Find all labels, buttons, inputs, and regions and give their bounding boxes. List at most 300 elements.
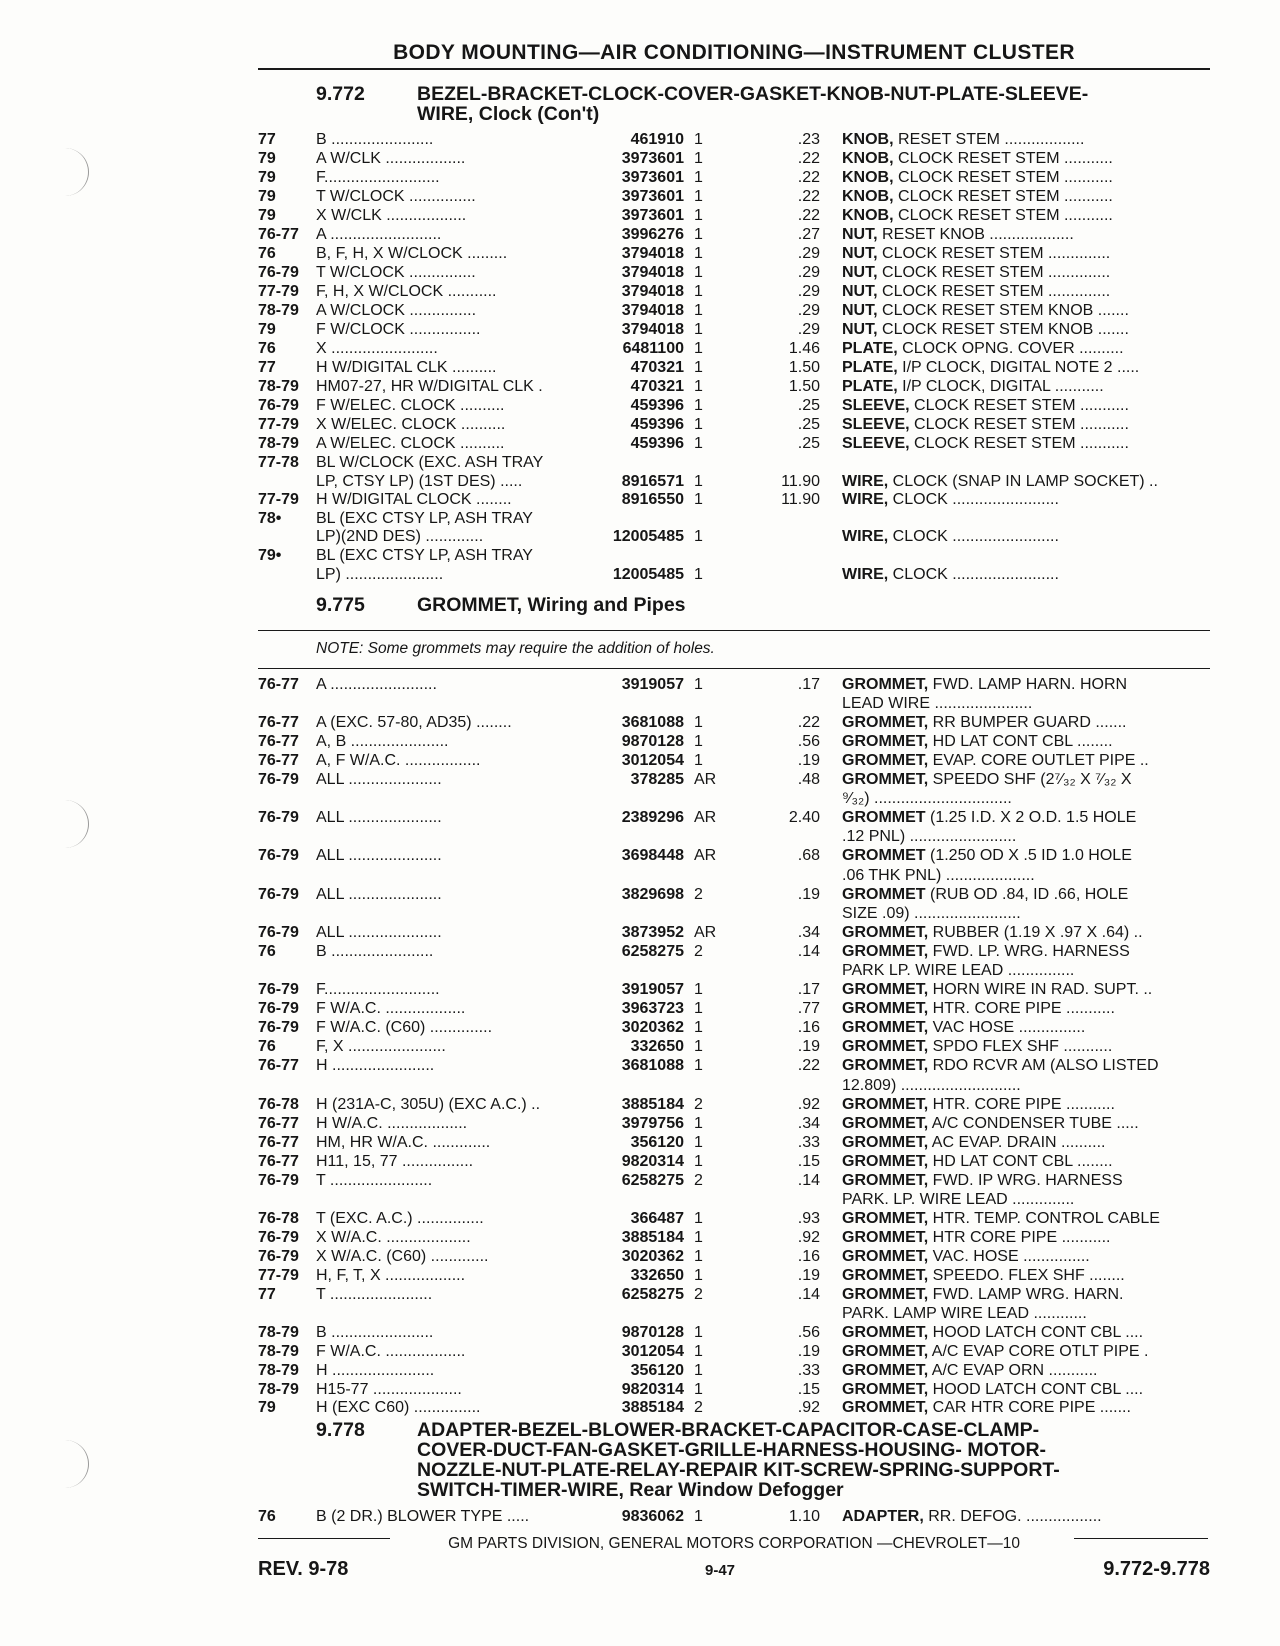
part-name: SLEEVE,: [842, 435, 910, 452]
binder-hole-mark: [60, 1440, 89, 1488]
part-name: GROMMET,: [842, 1153, 929, 1170]
model-year: 77-79: [258, 416, 299, 433]
price: .77: [797, 1000, 820, 1017]
model-year: 78-79: [258, 1324, 299, 1341]
part-description: [842, 867, 1212, 885]
part-detail: A/C CONDENSER TUBE .....: [931, 1115, 1139, 1132]
quantity: AR: [694, 771, 717, 788]
part-description: [842, 473, 1212, 491]
model-application: A W/CLK ..................: [316, 150, 466, 167]
table-row: [0, 847, 1280, 865]
model-application: BL (EXC CTSY LP, ASH TRAY: [316, 510, 533, 527]
part-number: 3963723: [621, 1000, 684, 1017]
price: .34: [797, 924, 820, 941]
price: .68: [797, 847, 820, 864]
part-number: 356120: [630, 1134, 684, 1151]
price: .33: [797, 1134, 820, 1151]
part-name: GROMMET,: [842, 1096, 929, 1113]
part-number: 3973601: [621, 207, 684, 224]
part-number: 9870128: [621, 1324, 684, 1341]
part-description: [842, 1210, 1212, 1228]
price: 1.10: [788, 1508, 820, 1525]
part-description: [842, 1362, 1212, 1380]
table-row: [0, 1286, 1280, 1304]
price: .27: [797, 226, 820, 243]
price: .29: [797, 264, 820, 281]
model-application: ALL .....................: [316, 847, 442, 864]
model-year: 76-78: [258, 1210, 299, 1227]
table-row: [0, 226, 1280, 244]
model-year: 76-79: [258, 397, 299, 414]
part-number: 6258275: [621, 1172, 684, 1189]
part-number: 378285: [630, 771, 684, 788]
part-description: [842, 169, 1212, 187]
price: .33: [797, 1362, 820, 1379]
part-detail: RDO RCVR AM (ALSO LISTED: [932, 1057, 1159, 1074]
price: .22: [797, 207, 820, 224]
part-detail: CLOCK RESET STEM ..............: [882, 283, 1111, 300]
model-year: 78-79: [258, 435, 299, 452]
table-row: [0, 1381, 1280, 1399]
part-detail: CLOCK RESET STEM KNOB .......: [882, 302, 1129, 319]
model-year: 76-77: [258, 226, 299, 243]
table-row: [0, 321, 1280, 339]
table-row: [0, 491, 1280, 509]
price: .19: [797, 1038, 820, 1055]
part-description: [842, 1267, 1212, 1285]
part-number: 3794018: [621, 245, 684, 262]
model-year: 79: [258, 169, 276, 186]
table-row: [0, 1115, 1280, 1133]
part-number: 9870128: [621, 733, 684, 750]
model-application: ALL .....................: [316, 924, 442, 941]
table-row: [0, 943, 1280, 961]
part-number: 3996276: [621, 226, 684, 243]
part-detail: AC EVAP. DRAIN ..........: [931, 1134, 1106, 1151]
model-year: 77: [258, 131, 276, 148]
part-number: 3794018: [621, 264, 684, 281]
model-year: 76-79: [258, 924, 299, 941]
price: .34: [797, 1115, 820, 1132]
part-detail: FWD. IP WRG. HARNESS: [932, 1172, 1123, 1189]
quantity: 1: [694, 416, 703, 433]
part-name: GROMMET,: [842, 1019, 929, 1036]
part-detail: HORN WIRE IN RAD. SUPT. ..: [932, 981, 1153, 998]
footer-rule-right: [1074, 1538, 1208, 1539]
table-row: [0, 771, 1280, 789]
price: .25: [797, 416, 820, 433]
price: .56: [797, 733, 820, 750]
part-description: [842, 886, 1212, 904]
model-year: 79: [258, 207, 276, 224]
part-description: [842, 1077, 1212, 1095]
table-row: [0, 435, 1280, 453]
part-description: [842, 359, 1212, 377]
model-year: 79: [258, 150, 276, 167]
model-application: F..........................: [316, 169, 440, 186]
part-name: GROMMET,: [842, 733, 929, 750]
model-year: 79: [258, 188, 276, 205]
model-year: 76-79: [258, 1229, 299, 1246]
part-number: 3794018: [621, 283, 684, 300]
part-description: [842, 1057, 1212, 1075]
model-application: H11, 15, 77 ................: [316, 1153, 474, 1170]
part-name: WIRE,: [842, 528, 889, 545]
model-year: 76-77: [258, 1115, 299, 1132]
quantity: 1: [694, 264, 703, 281]
model-year: 76: [258, 245, 276, 262]
model-application: HM07-27, HR W/DIGITAL CLK .: [316, 378, 543, 395]
table-row: [0, 378, 1280, 396]
part-number: 3012054: [621, 1343, 684, 1360]
price: .29: [797, 283, 820, 300]
model-year: 78-79: [258, 302, 299, 319]
model-year: 77-79: [258, 283, 299, 300]
table-row: [0, 1248, 1280, 1266]
table-row: [0, 340, 1280, 358]
part-number: 332650: [630, 1038, 684, 1055]
part-detail: PARK. LAMP WIRE LEAD ............: [842, 1305, 1087, 1322]
part-detail: SIZE .09) ........................: [842, 905, 1021, 922]
section-title: GROMMET, Wiring and Pipes: [417, 594, 686, 616]
model-application: F W/A.C. (C60) ..............: [316, 1019, 493, 1036]
part-description: [842, 695, 1212, 713]
part-name: NUT,: [842, 245, 878, 262]
model-year: 77: [258, 1286, 276, 1303]
part-detail: CLOCK ........................: [892, 491, 1059, 508]
model-year: 78-79: [258, 1343, 299, 1360]
part-number: 8916571: [621, 473, 684, 490]
quantity: 1: [694, 491, 703, 508]
price: .29: [797, 321, 820, 338]
quantity: 1: [694, 1362, 703, 1379]
model-year: 77-78: [258, 454, 299, 471]
part-description: [842, 226, 1212, 244]
part-number: 9820314: [621, 1153, 684, 1170]
model-application: F, H, X W/CLOCK ...........: [316, 283, 497, 300]
part-number: 3885184: [621, 1229, 684, 1246]
table-row: [0, 1343, 1280, 1361]
model-year: 78-79: [258, 1362, 299, 1379]
part-detail: EVAP. CORE OUTLET PIPE ..: [932, 752, 1149, 769]
model-year: 76-77: [258, 714, 299, 731]
part-description: [842, 416, 1212, 434]
price: 11.90: [781, 491, 820, 508]
model-application: B, F, H, X W/CLOCK .........: [316, 245, 508, 262]
part-description: [842, 1324, 1212, 1342]
model-application: T (EXC. A.C.) ...............: [316, 1210, 484, 1227]
model-year: 78-79: [258, 1381, 299, 1398]
part-description: [842, 1508, 1212, 1526]
part-detail: SPDO FLEX SHF ...........: [932, 1038, 1113, 1055]
model-year: 76-79: [258, 1019, 299, 1036]
part-description: [842, 188, 1212, 206]
quantity: 1: [694, 169, 703, 186]
quantity: 2: [694, 1286, 703, 1303]
part-description: [842, 131, 1212, 149]
table-row: [0, 1134, 1280, 1152]
part-name: NUT,: [842, 302, 878, 319]
part-name: WIRE,: [842, 491, 889, 508]
table-row: [0, 809, 1280, 827]
part-number: 3681088: [621, 1057, 684, 1074]
table-row: [0, 695, 1280, 713]
price: .22: [797, 150, 820, 167]
part-description: [842, 566, 1212, 584]
model-year: 76: [258, 1038, 276, 1055]
part-detail: (RUB OD .84, ID .66, HOLE: [930, 886, 1129, 903]
part-detail: (1.25 I.D. X 2 O.D. 1.5 HOLE: [930, 809, 1137, 826]
price: .14: [797, 1286, 820, 1303]
table-row: [0, 566, 1280, 584]
table-row: [0, 245, 1280, 263]
section-number: 9.778: [316, 1419, 365, 1441]
part-name: GROMMET,: [842, 1000, 929, 1017]
quantity: 1: [694, 207, 703, 224]
table-row: [0, 547, 1280, 565]
part-name: GROMMET,: [842, 714, 929, 731]
part-description: [842, 809, 1212, 827]
quantity: 1: [694, 1229, 703, 1246]
part-description: [842, 847, 1212, 865]
price: .15: [797, 1381, 820, 1398]
model-application: A (EXC. 57-80, AD35) ........: [316, 714, 512, 731]
model-application: B (2 DR.) BLOWER TYPE .....: [316, 1508, 530, 1525]
part-number: 470321: [630, 359, 684, 376]
table-row: [0, 302, 1280, 320]
model-application: H W/DIGITAL CLK ..........: [316, 359, 497, 376]
part-number: 3979756: [621, 1115, 684, 1132]
part-name: GROMMET,: [842, 1038, 929, 1055]
quantity: 1: [694, 321, 703, 338]
part-number: 3794018: [621, 302, 684, 319]
part-number: 9820314: [621, 1381, 684, 1398]
quantity: 1: [694, 1019, 703, 1036]
part-detail: CLOCK RESET STEM ..............: [882, 245, 1111, 262]
part-detail: HOOD LATCH CONT CBL ....: [932, 1324, 1144, 1341]
part-description: [842, 676, 1212, 694]
part-description: [842, 264, 1212, 282]
table-row: [0, 1229, 1280, 1247]
quantity: 1: [694, 131, 703, 148]
price: .17: [797, 676, 820, 693]
part-detail: CLOCK RESET STEM ...........: [914, 435, 1129, 452]
model-application: T .......................: [316, 1286, 433, 1303]
part-description: [842, 1286, 1212, 1304]
part-name: KNOB,: [842, 131, 894, 148]
part-description: [842, 962, 1212, 980]
quantity: 1: [694, 566, 703, 583]
price: 2.40: [788, 809, 820, 826]
model-application: A W/CLOCK ...............: [316, 302, 477, 319]
part-detail: CLOCK RESET STEM ...........: [898, 169, 1113, 186]
price: .15: [797, 1153, 820, 1170]
quantity: 1: [694, 435, 703, 452]
model-application: BL (EXC CTSY LP, ASH TRAY: [316, 547, 533, 564]
section-number: 9.775: [316, 594, 365, 616]
model-year: 79: [258, 1399, 276, 1416]
part-detail: HTR. CORE PIPE ...........: [932, 1000, 1115, 1017]
model-application: T W/CLOCK ...............: [316, 188, 476, 205]
quantity: 2: [694, 1172, 703, 1189]
quantity: 2: [694, 886, 703, 903]
model-year: 76-79: [258, 847, 299, 864]
part-number: 6481100: [622, 340, 684, 357]
part-name: PLATE,: [842, 340, 898, 357]
part-name: SLEEVE,: [842, 397, 910, 414]
table-row: [0, 1191, 1280, 1209]
part-name: KNOB,: [842, 150, 894, 167]
part-name: GROMMET,: [842, 981, 929, 998]
part-description: [842, 981, 1212, 999]
quantity: 1: [694, 150, 703, 167]
price: .22: [797, 714, 820, 731]
note-top-rule: [258, 630, 1210, 631]
model-year: 76-77: [258, 676, 299, 693]
part-detail: FWD. LAMP WRG. HARN.: [932, 1286, 1124, 1303]
table-row: [0, 905, 1280, 923]
part-name: GROMMET,: [842, 771, 929, 788]
part-detail: I/P CLOCK, DIGITAL ...........: [902, 378, 1104, 395]
part-detail: SPEEDO SHF (2⁷⁄₃₂ X ⁷⁄₃₂ X: [932, 771, 1132, 788]
model-application: B .......................: [316, 131, 434, 148]
part-name: GROMMET,: [842, 1115, 929, 1132]
part-name: NUT,: [842, 321, 878, 338]
quantity: 1: [694, 1153, 703, 1170]
price: .25: [797, 435, 820, 452]
table-row: [0, 790, 1280, 808]
part-name: GROMMET,: [842, 1210, 929, 1227]
part-description: [842, 1343, 1212, 1361]
model-application: F W/CLOCK ................: [316, 321, 481, 338]
part-detail: FWD. LP. WRG. HARNESS: [932, 943, 1130, 960]
part-detail: A/C EVAP CORE OTLT PIPE .: [931, 1343, 1149, 1360]
part-detail: SPEEDO. FLEX SHF ........: [932, 1267, 1125, 1284]
model-application: X ........................: [316, 340, 438, 357]
part-name: GROMMET,: [842, 1248, 929, 1265]
table-row: [0, 981, 1280, 999]
price: .14: [797, 1172, 820, 1189]
price: 1.46: [788, 340, 820, 357]
quantity: 1: [694, 1381, 703, 1398]
part-description: [842, 1019, 1212, 1037]
part-number: 3919057: [621, 676, 684, 693]
quantity: 1: [694, 733, 703, 750]
quantity: 1: [694, 1038, 703, 1055]
table-row: [0, 510, 1280, 528]
price: .19: [797, 886, 820, 903]
table-row: [0, 867, 1280, 885]
model-year: 76-77: [258, 1134, 299, 1151]
revision-label: REV. 9-78: [258, 1558, 349, 1580]
model-year: 76: [258, 340, 276, 357]
part-number: 3973601: [621, 150, 684, 167]
part-description: [842, 1191, 1212, 1209]
table-row: [0, 886, 1280, 904]
part-detail: CLOCK RESET STEM ...........: [898, 207, 1113, 224]
table-row: [0, 359, 1280, 377]
model-year: 79•: [258, 547, 282, 564]
price: .29: [797, 302, 820, 319]
model-year: 76-79: [258, 264, 299, 281]
part-name: NUT,: [842, 283, 878, 300]
part-name: GROMMET,: [842, 1324, 929, 1341]
quantity: 1: [694, 1057, 703, 1074]
model-application: BL W/CLOCK (EXC. ASH TRAY: [316, 454, 544, 471]
quantity: 1: [694, 1324, 703, 1341]
part-name: GROMMET,: [842, 1229, 929, 1246]
quantity: 1: [694, 981, 703, 998]
part-name: GROMMET,: [842, 924, 929, 941]
model-year: 77: [258, 359, 276, 376]
model-application: X W/ELEC. CLOCK ..........: [316, 416, 506, 433]
price: .93: [797, 1210, 820, 1227]
table-row: [0, 1267, 1280, 1285]
model-application: F, X ......................: [316, 1038, 446, 1055]
part-name: GROMMET,: [842, 1286, 929, 1303]
part-number: 3885184: [621, 1399, 684, 1416]
price: .56: [797, 1324, 820, 1341]
part-description: [842, 302, 1212, 320]
model-year: 76-77: [258, 1153, 299, 1170]
part-name: GROMMET,: [842, 1399, 929, 1416]
part-description: [842, 321, 1212, 339]
model-year: 77-79: [258, 491, 299, 508]
part-description: [842, 528, 1212, 546]
part-description: [842, 1305, 1212, 1323]
table-row: [0, 131, 1280, 149]
part-description: [842, 378, 1212, 396]
table-row: [0, 397, 1280, 415]
part-description: [842, 397, 1212, 415]
section-range: 9.772-9.778: [1103, 1558, 1210, 1580]
model-application: T .......................: [316, 1172, 433, 1189]
quantity: 1: [694, 378, 703, 395]
model-application: ALL .....................: [316, 809, 442, 826]
model-application: H, F, T, X ..................: [316, 1267, 466, 1284]
model-year: 76-79: [258, 981, 299, 998]
price: .17: [797, 981, 820, 998]
part-number: 459396: [630, 397, 684, 414]
table-row: [0, 454, 1280, 472]
part-detail: LEAD WIRE ......................: [842, 695, 1033, 712]
part-detail: FWD. LAMP HARN. HORN: [932, 676, 1128, 693]
quantity: 1: [694, 714, 703, 731]
table-row: [0, 473, 1280, 491]
part-description: [842, 714, 1212, 732]
price: .22: [797, 188, 820, 205]
quantity: 1: [694, 1248, 703, 1265]
part-number: 8916550: [621, 491, 684, 508]
part-detail: HTR CORE PIPE ...........: [932, 1229, 1111, 1246]
model-year: 76-79: [258, 809, 299, 826]
model-application: X W/CLK ..................: [316, 207, 467, 224]
model-application: H (231A-C, 305U) (EXC A.C.) ..: [316, 1096, 541, 1113]
table-row: [0, 1399, 1280, 1417]
page-header: BODY MOUNTING—AIR CONDITIONING—INSTRUMENT CLUSTER: [393, 41, 1075, 64]
part-detail: .12 PNL) ........................: [842, 828, 1017, 845]
table-row: [0, 1077, 1280, 1095]
part-description: [842, 733, 1212, 751]
footer-rule-left: [258, 1538, 390, 1539]
part-detail: CLOCK ........................: [892, 528, 1059, 545]
part-name: GROMMET,: [842, 1343, 929, 1360]
quantity: 2: [694, 943, 703, 960]
quantity: 1: [694, 752, 703, 769]
part-detail: CLOCK RESET STEM ...........: [914, 397, 1129, 414]
part-name: GROMMET,: [842, 1267, 929, 1284]
model-application: A ........................: [316, 676, 437, 693]
